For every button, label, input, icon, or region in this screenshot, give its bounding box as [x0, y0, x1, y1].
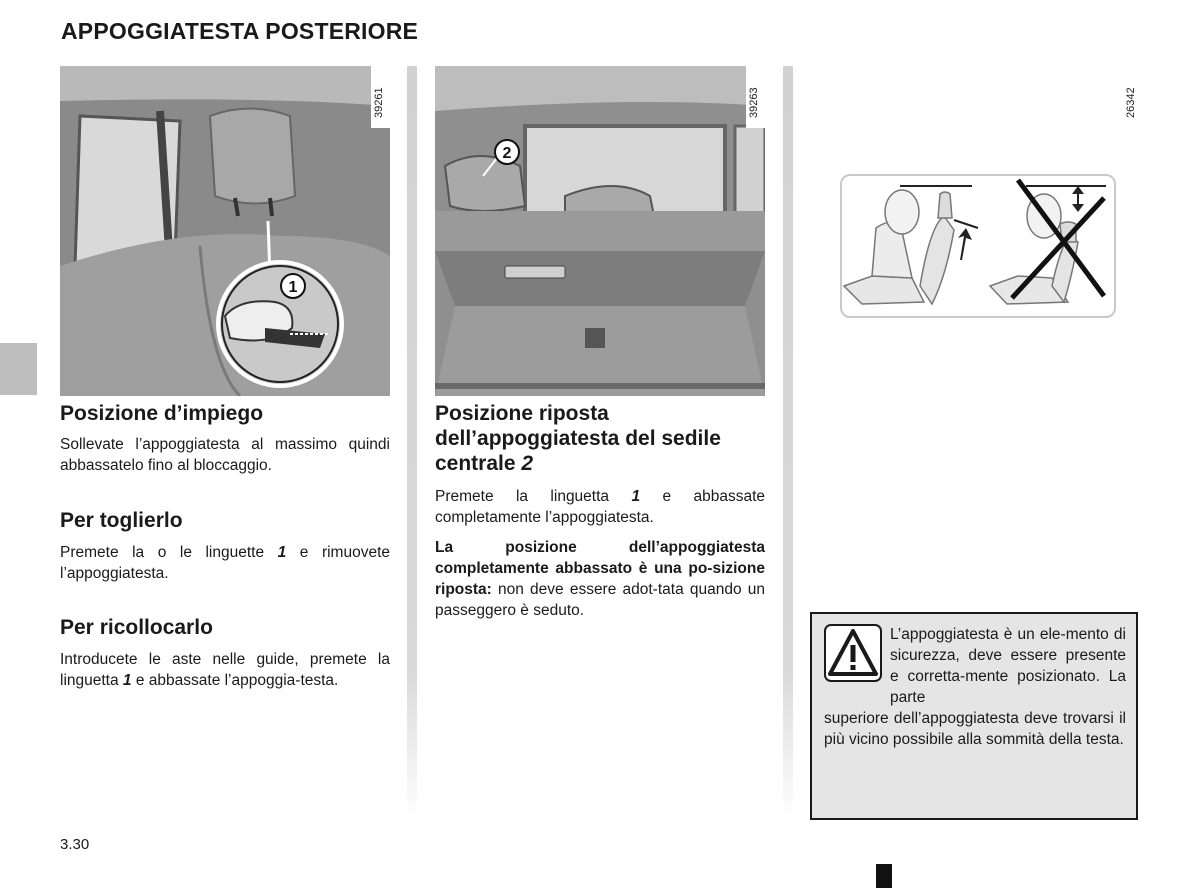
callout-2: 2 — [502, 145, 512, 162]
headrest-photo-2 — [435, 66, 765, 396]
headrest-position-diagram — [840, 174, 1116, 318]
warning-box — [810, 612, 1138, 820]
warning-text-part1: L’appoggiatesta è un ele-mento di sicurezza, deve essere presente e corretta-mente posizionato. La parte — [890, 626, 1126, 706]
ref-number: 1 — [122, 672, 132, 689]
page-number: 3.30 — [60, 836, 90, 853]
section-heading-usage: Posizione d’impiego — [60, 402, 264, 425]
warning-text-part2: superiore dell’appoggiatesta deve trovarsi il più vicino possibile alla sommità della testa. — [824, 710, 1126, 748]
stowed-warning-text: La posizione dell’appoggiatesta completamente abbassato è una po-sizione riposta: non deve essere adot-tata quando un passeggero è seduto. — [435, 539, 765, 619]
stowed-text: Premete la linguetta 1 e abbassate completamente l’appoggiatesta. — [435, 488, 765, 526]
ref-number: 1 — [631, 488, 641, 505]
headrest-photo-1 — [60, 66, 390, 396]
chapter-tab — [0, 343, 37, 395]
callout-1: 1 — [288, 279, 298, 296]
usage-text: Sollevate l’appoggiatesta al massimo quindi abbassatelo fino al bloccaggio. — [60, 436, 390, 474]
warning-triangle-icon — [824, 624, 882, 682]
remove-text: Premete la o le linguette 1 e rimuovete l’appoggiatesta. — [60, 544, 390, 582]
figure-code: 39263 — [748, 87, 760, 118]
section-heading-remove: Per toglierlo — [60, 509, 183, 532]
column-separator — [407, 66, 417, 820]
section-heading-refit: Per ricollocarlo — [60, 616, 213, 639]
refit-text: Introducete le aste nelle guide, premete la linguetta 1 e abbassate l’appoggia-testa. — [60, 651, 390, 689]
page-edge-marker — [876, 864, 892, 888]
ref-number: 1 — [277, 544, 287, 561]
figure-code: 39261 — [373, 87, 385, 118]
page-title: APPOGGIATESTA POSTERIORE — [61, 18, 419, 44]
figure-code: 26342 — [1125, 87, 1137, 118]
column-separator — [783, 66, 793, 820]
section-heading-stowed: Posizione riposta dell’appoggiatesta del sedile centrale 2 — [435, 402, 721, 475]
ref-number: 2 — [521, 452, 534, 475]
